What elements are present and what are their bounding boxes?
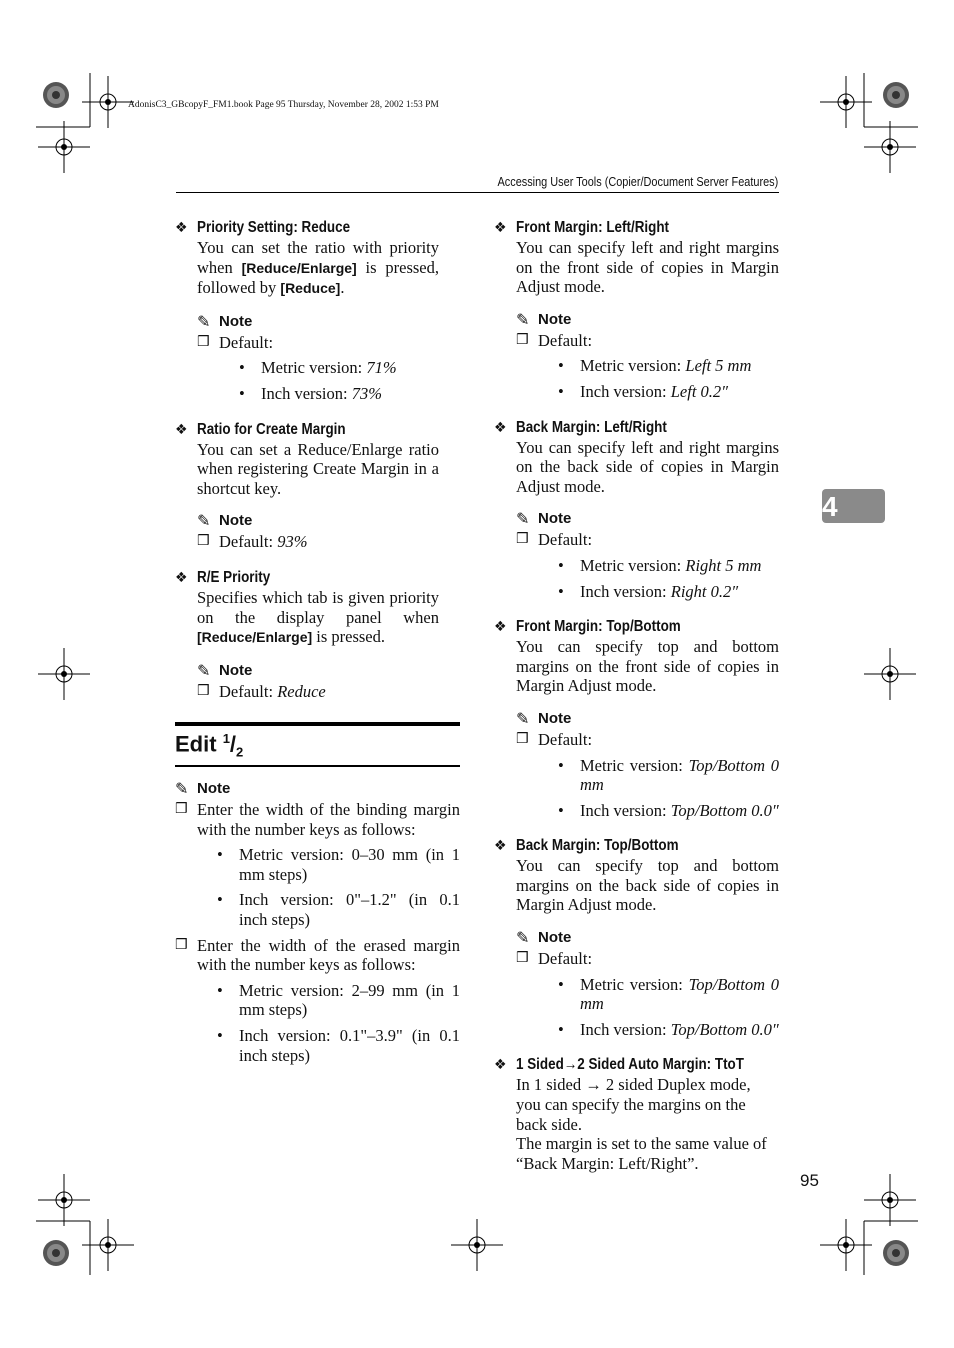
checkbox-icon: ❒ (516, 531, 529, 548)
bullet-item: • Metric version: Left 5 mm (558, 356, 752, 376)
edit-top-rule (175, 722, 460, 726)
note-heading: ✎ Note (516, 928, 572, 948)
pencil-icon: ✎ (516, 708, 530, 728)
section-title: R/E Priority (197, 568, 271, 586)
checkbox-icon: ❒ (516, 331, 529, 348)
diamond-bullet-icon: ❖ (494, 838, 507, 855)
right-column (494, 218, 779, 1173)
diamond-bullet-icon: ❖ (175, 421, 188, 438)
section-body: You can set a Reduce/Enlarge ratio when registering Create Margin in a shortcut key. (197, 439, 439, 498)
checkbox-icon: ❒ (197, 533, 210, 550)
pencil-icon: ✎ (197, 311, 211, 331)
checkbox-icon: ❒ (516, 730, 529, 747)
section-front-margin-tb (494, 617, 779, 820)
section-ratio-create-margin (175, 420, 439, 552)
edit-bottom-rule (175, 765, 460, 767)
note-heading: ✎ Note (197, 511, 253, 531)
section-title: Ratio for Create Margin (197, 420, 346, 438)
note-item: ❒ Default: (516, 949, 593, 969)
section-body: You can specify left and right margins on the front side of copies in Margin Adjust mode. (516, 238, 779, 297)
bullet-item: • Metric version: 2–99 mm (in 1 mm steps) (217, 980, 460, 1020)
section-re-priority (175, 568, 439, 701)
checkbox-icon: ❒ (197, 682, 210, 699)
checkbox-icon: ❒ (197, 333, 210, 350)
bullet-item: • Metric version: 0–30 mm (in 1 mm steps) (217, 845, 460, 884)
note-item: ❒ Default: 93% (197, 532, 308, 552)
note-heading: ✎ Note (516, 708, 572, 728)
note-heading: ✎ Note (516, 309, 572, 329)
book-info: AdonisC3_GBcopyF_FM1.book Page 95 Thursday, November 28, 2002 1:53 PM (128, 100, 439, 110)
section-front-margin-lr (494, 218, 779, 402)
diamond-bullet-icon: ❖ (494, 1057, 507, 1074)
section-body: You can specify left and right margins on the back side of copies in Margin Adjust mode. (516, 437, 779, 496)
bullet-item: • Inch version: 0.1"–3.9" (in 0.1 inch steps) (217, 1025, 460, 1065)
edit-heading: Edit $^1/_2$ (175, 731, 244, 760)
note-item: ❒ Default: Reduce (197, 681, 326, 701)
diamond-bullet-icon: ❖ (175, 569, 188, 586)
running-header: Accessing User Tools (Copier/Document Server Features) (497, 174, 778, 189)
note-item: ❒ Default: (516, 729, 593, 749)
bullet-item: • Metric version: Right 5 mm (558, 555, 762, 575)
checkbox-icon: ❒ (175, 801, 188, 817)
section-title: Back Margin: Top/Bottom (516, 837, 679, 855)
checkbox-icon: ❒ (175, 936, 188, 953)
note-heading: ✎ Note (516, 509, 572, 529)
pencil-icon: ✎ (516, 509, 530, 529)
section-back-margin-tb (494, 836, 779, 1039)
bullet-item: • Inch version: Left 0.2″ (558, 381, 729, 401)
bullet-item: • Inch version: 0"–1.2" (in 0.1 inch steps) (217, 890, 460, 929)
note-item: ❒ Default: (516, 330, 593, 350)
section-priority-setting (175, 218, 439, 404)
section-body: The margin is set to the same value of “Back Margin: Left/Right”. (516, 1134, 767, 1173)
section-title: Back Margin: Left/Right (516, 418, 667, 436)
bullet-item: • Metric version: 71% (239, 358, 397, 378)
edit-note (175, 778, 460, 1065)
diamond-bullet-icon: ❖ (494, 419, 507, 436)
note-heading: ✎ Note (197, 311, 253, 331)
section-title: 1 Sided→2 Sided Auto Margin: TtoT (516, 1056, 744, 1074)
diamond-bullet-icon: ❖ (494, 619, 507, 636)
section-body: Specifies which tab is given priority on the display panel when [Reduce/Enlarge] is pressed. (197, 587, 439, 647)
section-title: Front Margin: Left/Right (516, 219, 670, 236)
left-column (175, 218, 439, 701)
note-heading: ✎ Note (197, 660, 253, 680)
note-item: ❒ Default: (516, 530, 593, 550)
chapter-tab: 4 (822, 489, 885, 523)
section-body: In 1 sided → 2 sided Duplex mode, you can specify the margins on the back side. (516, 1075, 751, 1134)
checkbox-icon: ❒ (516, 950, 529, 967)
note-item: ❒ Default: (197, 332, 274, 352)
pencil-icon: ✎ (175, 779, 189, 798)
section-auto-margin (494, 1055, 779, 1173)
bullet-item: • Inch version: Top/Bottom 0.0″ (558, 1019, 779, 1039)
note-item: ❒ Enter the width of the erased margin with the number keys as follows: (175, 935, 460, 975)
bullet-item: • Inch version: 73% (239, 383, 382, 403)
pencil-icon: ✎ (516, 309, 530, 329)
bullet-item: • Metric version: Top/Bottom 0 mm (558, 974, 779, 1014)
bullet-item: • Metric version: Top/Bottom 0 mm (558, 755, 779, 795)
section-back-margin-lr (494, 418, 779, 602)
pencil-icon: ✎ (197, 660, 211, 680)
bullet-item: • Inch version: Top/Bottom 0.0″ (558, 800, 779, 820)
section-title: Front Margin: Top/Bottom (516, 618, 681, 636)
section-body: You can set the ratio with priority when [Reduce/Enlarge] is pressed, followed by [Reduce]. (197, 238, 439, 298)
pencil-icon: ✎ (516, 928, 530, 948)
pencil-icon: ✎ (197, 511, 211, 531)
section-body: You can specify top and bottom margins on the front side of copies in Margin Adjust mode. (516, 637, 779, 696)
note-heading: ✎ Note (175, 779, 231, 798)
diamond-bullet-icon: ❖ (494, 220, 507, 236)
page-number: 95 (800, 1171, 819, 1190)
bullet-item: • Inch version: Right 0.2″ (558, 581, 739, 601)
header-rule (176, 192, 779, 193)
section-title: Priority Setting: Reduce (197, 219, 351, 236)
diamond-bullet-icon: ❖ (175, 220, 188, 236)
section-body: You can specify top and bottom margins on the back side of copies in Margin Adjust mode. (516, 856, 779, 915)
note-item: ❒ Enter the width of the binding margin with the number keys as follows: (175, 800, 460, 839)
